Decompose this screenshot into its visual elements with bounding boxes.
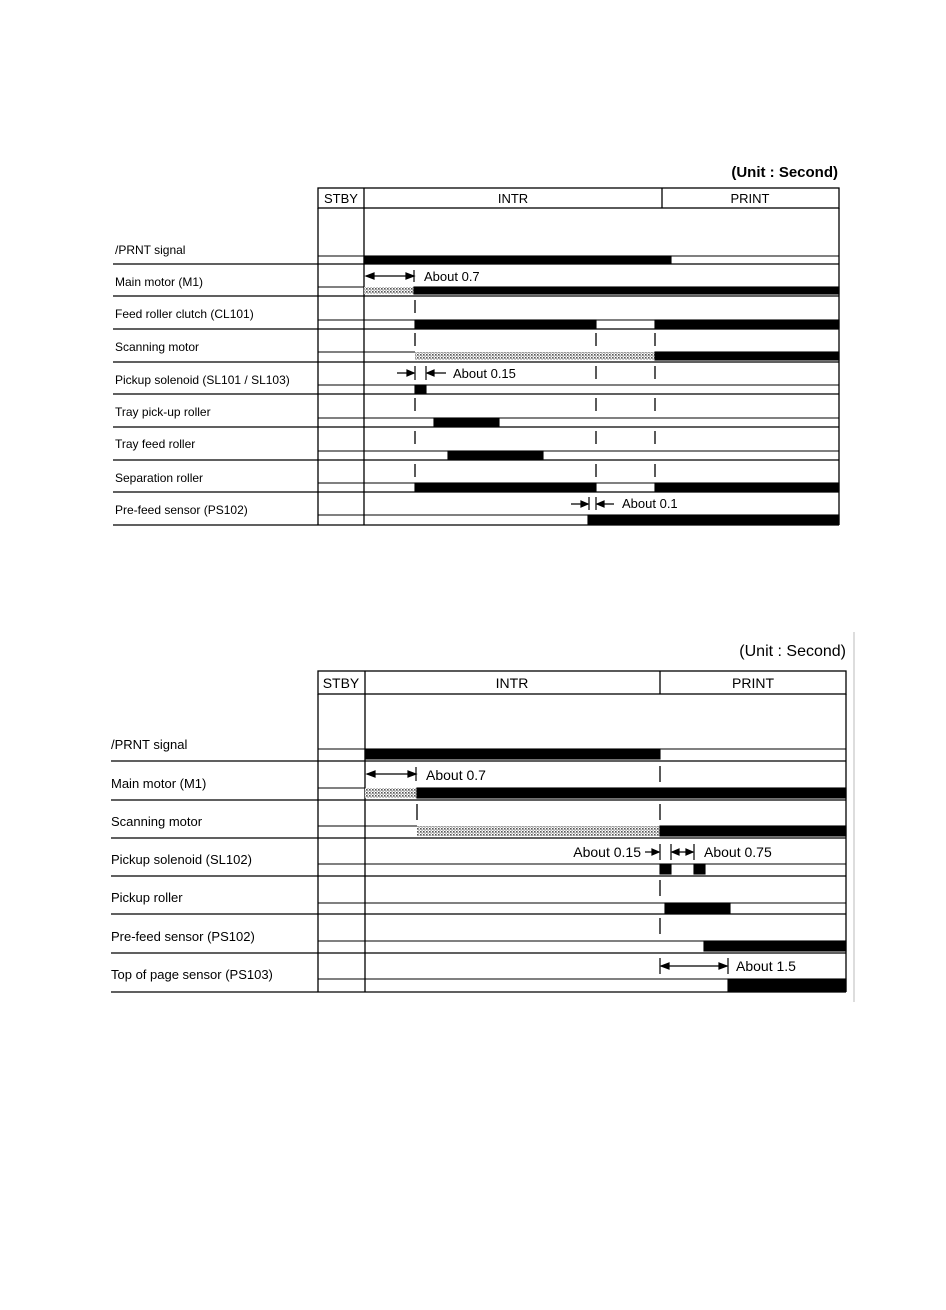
annotation-label: About 0.15	[453, 366, 516, 381]
annotation-label: About 0.15	[573, 844, 641, 860]
waveforms	[318, 749, 846, 991]
signal-label: /PRNT signal	[115, 243, 186, 257]
phase-intr: INTR	[497, 191, 529, 206]
signal-label: Feed roller clutch (CL101)	[115, 307, 254, 321]
phase-stby: STBY	[322, 675, 360, 691]
unit-label: (Unit : Second)	[739, 643, 846, 660]
signal-label: Tray feed roller	[115, 437, 196, 451]
signal-label: Separation roller	[115, 471, 204, 485]
phase-print: PRINT	[730, 191, 770, 206]
dimension-arrows	[366, 270, 614, 510]
signal-label: Pickup solenoid (SL101 / SL103)	[115, 373, 290, 387]
unit-label: (Unit : Second)	[731, 164, 838, 181]
annotation-label: About 1.5	[736, 958, 796, 974]
signal-label: Pre-feed sensor (PS102)	[111, 929, 255, 944]
diagram-1	[113, 164, 839, 525]
annotation-label: About 0.7	[426, 767, 486, 783]
signal-label: Pickup roller	[111, 890, 183, 905]
signal-label: Scanning motor	[115, 340, 200, 354]
annotation-label: About 0.1	[622, 496, 678, 511]
phase-print: PRINT	[732, 675, 774, 691]
signal-label: Pre-feed sensor (PS102)	[115, 503, 248, 517]
signal-label: Top of page sensor (PS103)	[111, 967, 273, 982]
phase-stby: STBY	[324, 191, 358, 206]
phase-intr: INTR	[495, 675, 529, 691]
signal-label: Main motor (M1)	[115, 275, 204, 289]
diagram-2	[111, 632, 854, 1002]
annotation-label: About 0.75	[704, 844, 772, 860]
signal-label: Main motor (M1)	[111, 776, 207, 791]
annotation-label: About 0.7	[424, 269, 480, 284]
signal-label: /PRNT signal	[111, 737, 188, 752]
signal-label: Tray pick-up roller	[115, 405, 211, 419]
signal-label: Scanning motor	[111, 814, 203, 829]
signal-label: Pickup solenoid (SL102)	[111, 852, 252, 867]
